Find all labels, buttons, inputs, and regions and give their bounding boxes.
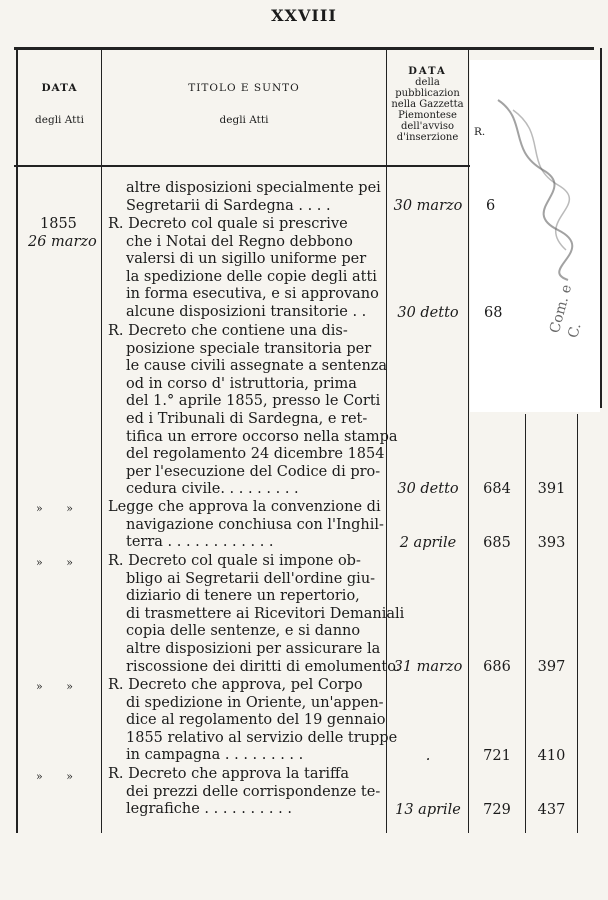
header-partial-col: R. [474, 126, 486, 138]
header-pub-line1: DATA [408, 66, 447, 77]
row-4-line: copia delle sentenze, e si danno [126, 623, 361, 640]
header-pub-line5: Piemontese [398, 110, 457, 121]
margin-note-text: Com. e C. [546, 282, 585, 340]
row-6-ditto: » » [36, 770, 73, 783]
header-pub-line7: d'inserzione [396, 132, 459, 143]
row-4-line: R. Decreto col quale si impone ob- [108, 553, 361, 569]
row-5-line: di spedizione in Oriente, un'appen- [126, 694, 384, 711]
row-6-line: dei prezzi delle corrispondenze te- [126, 783, 381, 800]
row-2-line: od in corso d' istruttoria, prima [126, 375, 357, 392]
row-6-num1: 729 [483, 802, 511, 818]
row-2-line: tifica un errore occorso nella stampa [126, 428, 398, 445]
row-1-text [108, 216, 379, 322]
row-5-ditto: » » [36, 680, 73, 693]
header-bottom-rule [14, 165, 484, 167]
row-4-pub-date: 31 marzo [393, 659, 463, 675]
row-1-line: in forma esecutiva, e si approvano [126, 286, 379, 303]
row-4-ditto: » » [36, 556, 73, 569]
row-2-line: del 1.° aprile 1855, presso le Corti [126, 393, 381, 410]
row-5-num1: 721 [483, 748, 511, 764]
row-4-num1: 686 [483, 659, 511, 675]
row-3-line: Legge che approva la convenzione di [108, 499, 381, 515]
row-4-num2: 397 [537, 659, 566, 675]
row-1-day-text: 26 marzo [28, 234, 97, 250]
row-2-num2: 391 [537, 481, 566, 497]
header-title-main: TITOLO E SUNTO [188, 82, 300, 94]
row-6-line: legrafiche . . . . . . . . . . [126, 801, 292, 818]
row-1-line: R. Decreto col quale si prescrive [108, 216, 348, 232]
row-1-num1: 68 [484, 305, 503, 321]
page-number: XXVIII [271, 6, 337, 25]
row-1-line: alcune disposizioni transitorie . . [126, 303, 367, 320]
header-pub-line3: pubblicazion [395, 88, 460, 99]
row-6-text [108, 766, 380, 819]
row-5-line: in campagna . . . . . . . . . [126, 747, 304, 764]
row-4-line: diziario di tenere un repertorio, [126, 588, 360, 605]
header-pub-line4: nella Gazzetta [391, 99, 464, 110]
row-3-num2: 393 [537, 535, 566, 551]
row-3-num1: 685 [483, 535, 511, 551]
header-title-subtitle: degli Atti [219, 114, 269, 126]
header-pub-line2: della [415, 77, 440, 88]
row-4-line: riscossione dei diritti di emolumento. [126, 658, 401, 675]
handwriting-scribble [488, 90, 578, 290]
header-date-title: DATA [41, 82, 78, 94]
row-2-line: cedura civile. . . . . . . . . [126, 481, 299, 498]
row-2-line: R. Decreto che contiene una dis- [108, 323, 348, 339]
column-divider-3 [468, 48, 469, 833]
row-1-year: 1855 [40, 216, 77, 232]
row-3-text [108, 499, 384, 552]
header-pub-line6: dell'avviso [400, 121, 455, 132]
row-6-line: R. Decreto che approva la tariffa [108, 766, 349, 782]
column-divider-4 [525, 414, 526, 833]
row-5-line: 1855 relativo al servizio delle truppe [126, 729, 398, 746]
row-3-line: navigazione conchiusa con l'Inghil- [126, 516, 384, 533]
row-4-text [108, 553, 404, 676]
row-4-line: di trasmettere ai Ricevitori Demaniali [126, 605, 405, 622]
header-title [102, 82, 386, 126]
row-1-line: la spedizione delle copie degli atti [126, 268, 377, 285]
row-6-num2: 437 [537, 802, 566, 818]
row-2-num1: 684 [483, 481, 511, 497]
row-3-line: terra . . . . . . . . . . . . [126, 534, 274, 551]
row-0-num1: 6 [486, 198, 496, 214]
header-date-subtitle: degli Atti [35, 114, 84, 126]
row-0-pub-date: 30 marzo [393, 198, 463, 214]
row-5-pub-date: . [425, 748, 431, 764]
row-0-line: altre disposizioni specialmente pei [126, 180, 381, 196]
row-6-pub-date: 13 aprile [395, 802, 461, 818]
row-2-line: le cause civili assegnate a sentenza [126, 358, 388, 375]
row-0-line: Segretarii di Sardegna . . . . [126, 197, 331, 214]
row-1-line: valersi di un sigillo uniforme per [126, 251, 367, 268]
row-0-text [126, 180, 381, 215]
column-divider-1 [101, 48, 102, 833]
row-5-line: dice al regolamento del 19 gennaio [126, 712, 386, 729]
row-3-pub-date: 2 aprile [399, 535, 457, 551]
row-5-text [108, 677, 397, 765]
row-3-ditto: » » [36, 502, 73, 515]
row-4-line: altre disposizioni per assicurare la [126, 640, 381, 657]
row-1-line: che i Notai del Regno debbono [126, 233, 353, 250]
row-1-pub-date: 30 detto [397, 305, 459, 321]
row-2-line: del regolamento 24 dicembre 1854 [126, 446, 385, 463]
row-5-line: R. Decreto che approva, pel Corpo [108, 677, 363, 693]
header-date [18, 82, 101, 126]
row-2-line: posizione speciale transitoria per [126, 340, 372, 357]
outer-right-edge [600, 48, 602, 408]
row-2-line: per l'esecuzione del Codice di pro- [126, 463, 381, 480]
row-2-pub-date: 30 detto [397, 481, 459, 497]
header-publication [387, 66, 468, 143]
row-5-num2: 410 [537, 748, 566, 764]
row-2-line: ed i Tribunali di Sardegna, e ret- [126, 410, 368, 427]
right-border [577, 414, 578, 833]
row-4-line: bligo ai Segretarii dell'ordine giu- [126, 570, 376, 587]
left-border [16, 48, 18, 833]
row-2-text [108, 323, 398, 499]
row-1-day [28, 234, 97, 250]
